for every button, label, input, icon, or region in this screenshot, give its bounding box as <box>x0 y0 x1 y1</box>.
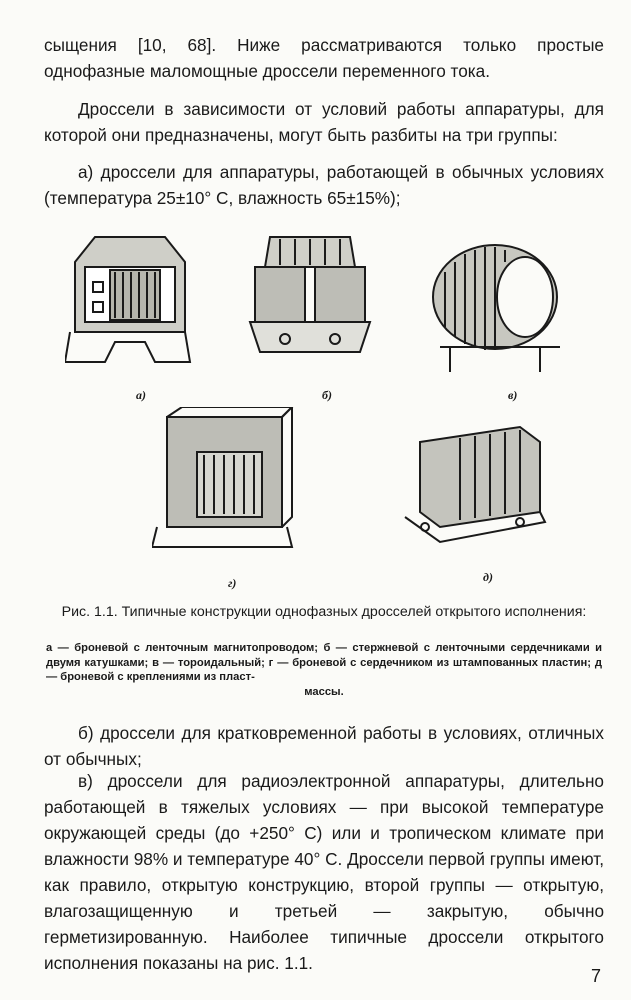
figure-label-d: д) <box>483 570 493 584</box>
figure-label-a: а) <box>136 388 146 402</box>
figure-label-g: г) <box>228 576 237 590</box>
figure-v-drawing <box>425 232 575 382</box>
figure-g-drawing <box>152 407 297 557</box>
figure-label-v: в) <box>508 388 518 402</box>
figure-1-1 <box>40 222 600 592</box>
paragraph-group-a: а) дроссели для аппаратуры, работающей в обычных условиях (температура 25±10° С, влажность 65±15%); <box>44 162 604 208</box>
figure-caption-body <box>46 641 602 699</box>
page-number: 7 <box>590 966 601 986</box>
figure-a-drawing <box>65 222 195 372</box>
figure-caption-title: Рис. 1.1. Типичные конструкции однофазных дросселей открытого исполнения: <box>61 604 587 620</box>
figure-b-drawing <box>240 227 380 372</box>
figure-d-drawing <box>400 422 550 557</box>
figure-label-b: б) <box>322 388 332 402</box>
paragraph-group-b: б) дроссели для кратковременной работы в условиях, отличных от обычных; <box>44 723 604 769</box>
paragraph-intro: сыщения [10, 68]. Ниже рассматриваются только простые однофазные маломощные дроссели переменного тока. <box>44 35 604 81</box>
figure-caption-tail: массы. <box>304 685 344 698</box>
paragraph-group-v: в) дроссели для радиоэлектронной аппаратуры, длительно работающей в тяжелых условиях — при высокой температуре окружающей среды (до +250° С) или и тропическом климате при влажности 98% и температуре 40° С. Дроссели первой группы имеют, как правило, открытую конструкцию, второй группы — открытую, влагозащищенную и третьей — закрытую, обычно герметизированную. Наиболее типичные дроссели открытого исполнения показаны на рис. 1.1. <box>44 771 604 973</box>
paragraph-groups: Дроссели в зависимости от условий работы аппаратуры, для которой они предназначены, могут быть разбиты на три группы: <box>44 99 604 145</box>
figure-caption-legend: а — броневой с ленточным магнитопроводом; б — стержневой с ленточными сердечниками и двумя катушками; в — тороидальный; г — броневой с сердечником из штампованных пластин; д — броневой с креплениями из пласт- <box>46 642 602 683</box>
